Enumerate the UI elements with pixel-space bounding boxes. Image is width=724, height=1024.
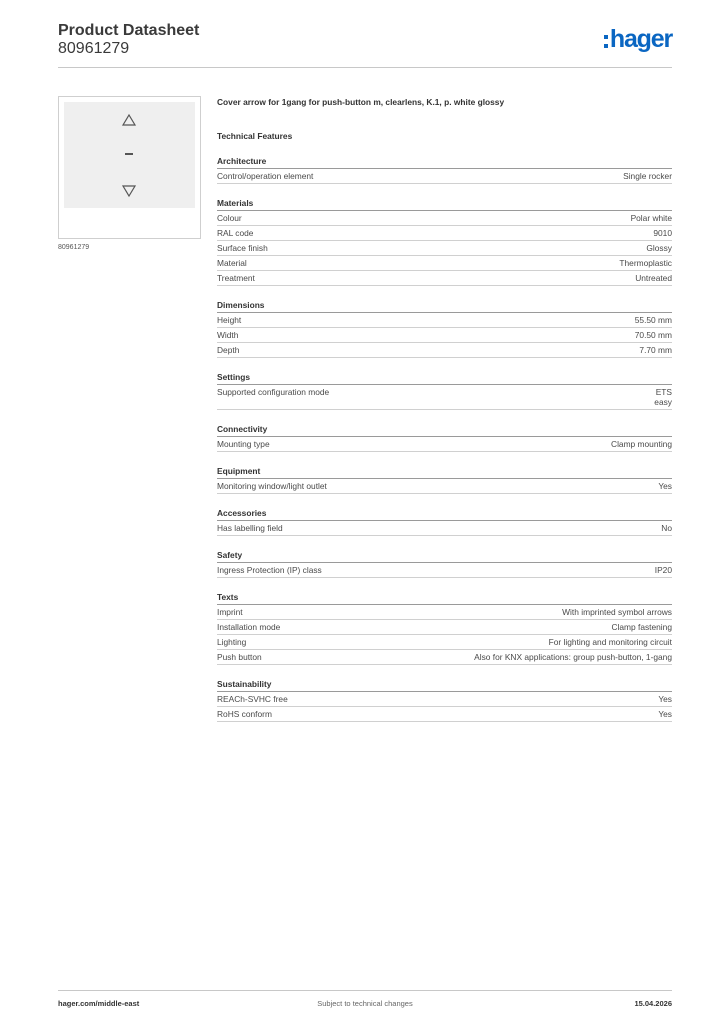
page-header bbox=[58, 22, 672, 68]
spec-value bbox=[619, 258, 672, 268]
spec-value-line: 7.70 mm bbox=[639, 345, 672, 355]
section-title: Accessories bbox=[217, 508, 672, 521]
spec-value-line: Glossy bbox=[646, 243, 672, 253]
spec-value-line: Polar white bbox=[630, 213, 672, 223]
spec-value bbox=[474, 652, 672, 662]
spec-row bbox=[217, 692, 672, 707]
spec-value-line: With imprinted symbol arrows bbox=[562, 607, 672, 617]
footer-date: 15.04.2026 bbox=[634, 999, 672, 1008]
spec-row bbox=[217, 226, 672, 241]
arrow-up-icon bbox=[123, 115, 135, 125]
image-caption: 80961279 bbox=[58, 244, 90, 251]
spec-value bbox=[655, 565, 672, 575]
spec-value bbox=[611, 439, 672, 449]
spec-row bbox=[217, 635, 672, 650]
section-title: Architecture bbox=[217, 156, 672, 169]
logo-text: hager bbox=[609, 25, 672, 53]
spec-value bbox=[549, 637, 672, 647]
technical-features-heading: Technical Features bbox=[217, 131, 293, 141]
spec-value-line: IP20 bbox=[654, 565, 672, 575]
spec-value bbox=[639, 345, 672, 355]
spec-value bbox=[635, 315, 672, 325]
spec-row bbox=[217, 385, 672, 410]
section-accessories bbox=[217, 508, 672, 536]
spec-row bbox=[217, 343, 672, 358]
spec-label: Control/operation element bbox=[217, 171, 314, 181]
spec-row bbox=[217, 437, 672, 452]
spec-label: Depth bbox=[217, 345, 240, 355]
spec-label: REACh-SVHC free bbox=[217, 694, 288, 704]
doc-title: Product Datasheet bbox=[58, 22, 200, 39]
spec-label: Ingress Protection (IP) class bbox=[217, 565, 322, 575]
section-title: Settings bbox=[217, 372, 672, 385]
section-equipment bbox=[217, 466, 672, 494]
dash-icon bbox=[125, 153, 133, 155]
section-settings bbox=[217, 372, 672, 410]
section-title: Safety bbox=[217, 550, 672, 563]
spec-value bbox=[653, 228, 672, 238]
spec-row bbox=[217, 241, 672, 256]
section-title: Sustainability bbox=[217, 679, 672, 692]
spec-value-line: 70.50 mm bbox=[634, 330, 672, 340]
spec-row bbox=[217, 650, 672, 665]
product-description: Cover arrow for 1gang for push-button m, clearlens, K.1, p. white glossy bbox=[217, 97, 505, 107]
spec-value-line: For lighting and monitoring circuit bbox=[548, 637, 672, 647]
spec-row bbox=[217, 271, 672, 286]
section-title: Equipment bbox=[217, 466, 672, 479]
spec-value bbox=[658, 709, 672, 719]
footer-notice: Subject to technical changes bbox=[317, 999, 413, 1008]
section-safety bbox=[217, 550, 672, 578]
section-architecture bbox=[217, 156, 672, 184]
section-dimensions bbox=[217, 300, 672, 358]
spec-value bbox=[646, 243, 672, 253]
spec-value bbox=[631, 213, 672, 223]
spec-value bbox=[562, 607, 672, 617]
spec-value-line: Untreated bbox=[635, 273, 672, 283]
spec-value-line: Yes bbox=[658, 709, 672, 719]
feature-sections bbox=[217, 156, 672, 722]
spec-label: RAL code bbox=[217, 228, 254, 238]
spec-row bbox=[217, 211, 672, 226]
spec-row bbox=[217, 707, 672, 722]
section-sustainability bbox=[217, 679, 672, 722]
spec-value-line: Clamp fastening bbox=[611, 622, 672, 632]
spec-value-line: Also for KNX applications: group push-button, 1-gang bbox=[474, 652, 672, 662]
spec-value bbox=[623, 171, 672, 181]
spec-value bbox=[611, 622, 672, 632]
spec-label: Material bbox=[217, 258, 247, 268]
spec-value bbox=[658, 694, 672, 704]
spec-value bbox=[635, 330, 672, 340]
spec-label: Height bbox=[217, 315, 242, 325]
spec-value-line: Yes bbox=[658, 694, 672, 704]
hager-logo[interactable] bbox=[604, 26, 672, 52]
spec-label: Width bbox=[217, 330, 239, 340]
spec-value-line: 9010 bbox=[653, 228, 672, 238]
spec-value bbox=[654, 387, 672, 407]
spec-row bbox=[217, 256, 672, 271]
spec-label: Treatment bbox=[217, 273, 255, 283]
logo-dots-icon bbox=[604, 35, 608, 48]
section-title: Dimensions bbox=[217, 300, 672, 313]
spec-label: Imprint bbox=[217, 607, 243, 617]
spec-value-line: easy bbox=[654, 397, 672, 407]
product-image bbox=[58, 96, 201, 239]
spec-label: Has labelling field bbox=[217, 523, 283, 533]
spec-row bbox=[217, 605, 672, 620]
spec-value bbox=[661, 523, 672, 533]
spec-value-line: 55.50 mm bbox=[634, 315, 672, 325]
spec-row bbox=[217, 313, 672, 328]
spec-label: Surface finish bbox=[217, 243, 268, 253]
arrow-down-icon bbox=[123, 186, 135, 196]
spec-row bbox=[217, 563, 672, 578]
spec-label: Installation mode bbox=[217, 622, 281, 632]
spec-value-line: No bbox=[661, 523, 672, 533]
spec-value-line: Clamp mounting bbox=[611, 439, 672, 449]
spec-label: Monitoring window/light outlet bbox=[217, 481, 327, 491]
spec-label: Push button bbox=[217, 652, 262, 662]
spec-row bbox=[217, 479, 672, 494]
spec-label: Supported configuration mode bbox=[217, 387, 330, 397]
section-materials bbox=[217, 198, 672, 286]
footer-website[interactable]: hager.com/middle-east bbox=[58, 999, 140, 1008]
section-title: Materials bbox=[217, 198, 672, 211]
spec-row bbox=[217, 169, 672, 184]
spec-value-line: Thermoplastic bbox=[619, 258, 672, 268]
spec-value bbox=[658, 481, 672, 491]
spec-row bbox=[217, 521, 672, 536]
spec-value-line: Single rocker bbox=[623, 171, 672, 181]
section-texts bbox=[217, 592, 672, 665]
spec-row bbox=[217, 620, 672, 635]
page-footer bbox=[58, 990, 672, 1008]
section-connectivity bbox=[217, 424, 672, 452]
section-title: Texts bbox=[217, 592, 672, 605]
spec-label: Mounting type bbox=[217, 439, 270, 449]
product-cover-picture bbox=[64, 102, 195, 208]
spec-row bbox=[217, 328, 672, 343]
section-title: Connectivity bbox=[217, 424, 672, 437]
doc-number: 80961279 bbox=[58, 40, 130, 57]
spec-value bbox=[635, 273, 672, 283]
spec-value-line: Yes bbox=[658, 481, 672, 491]
spec-label: Lighting bbox=[217, 637, 247, 647]
spec-label: Colour bbox=[217, 213, 242, 223]
spec-value-line: ETS bbox=[655, 387, 672, 397]
spec-label: RoHS conform bbox=[217, 709, 272, 719]
content bbox=[217, 96, 672, 722]
